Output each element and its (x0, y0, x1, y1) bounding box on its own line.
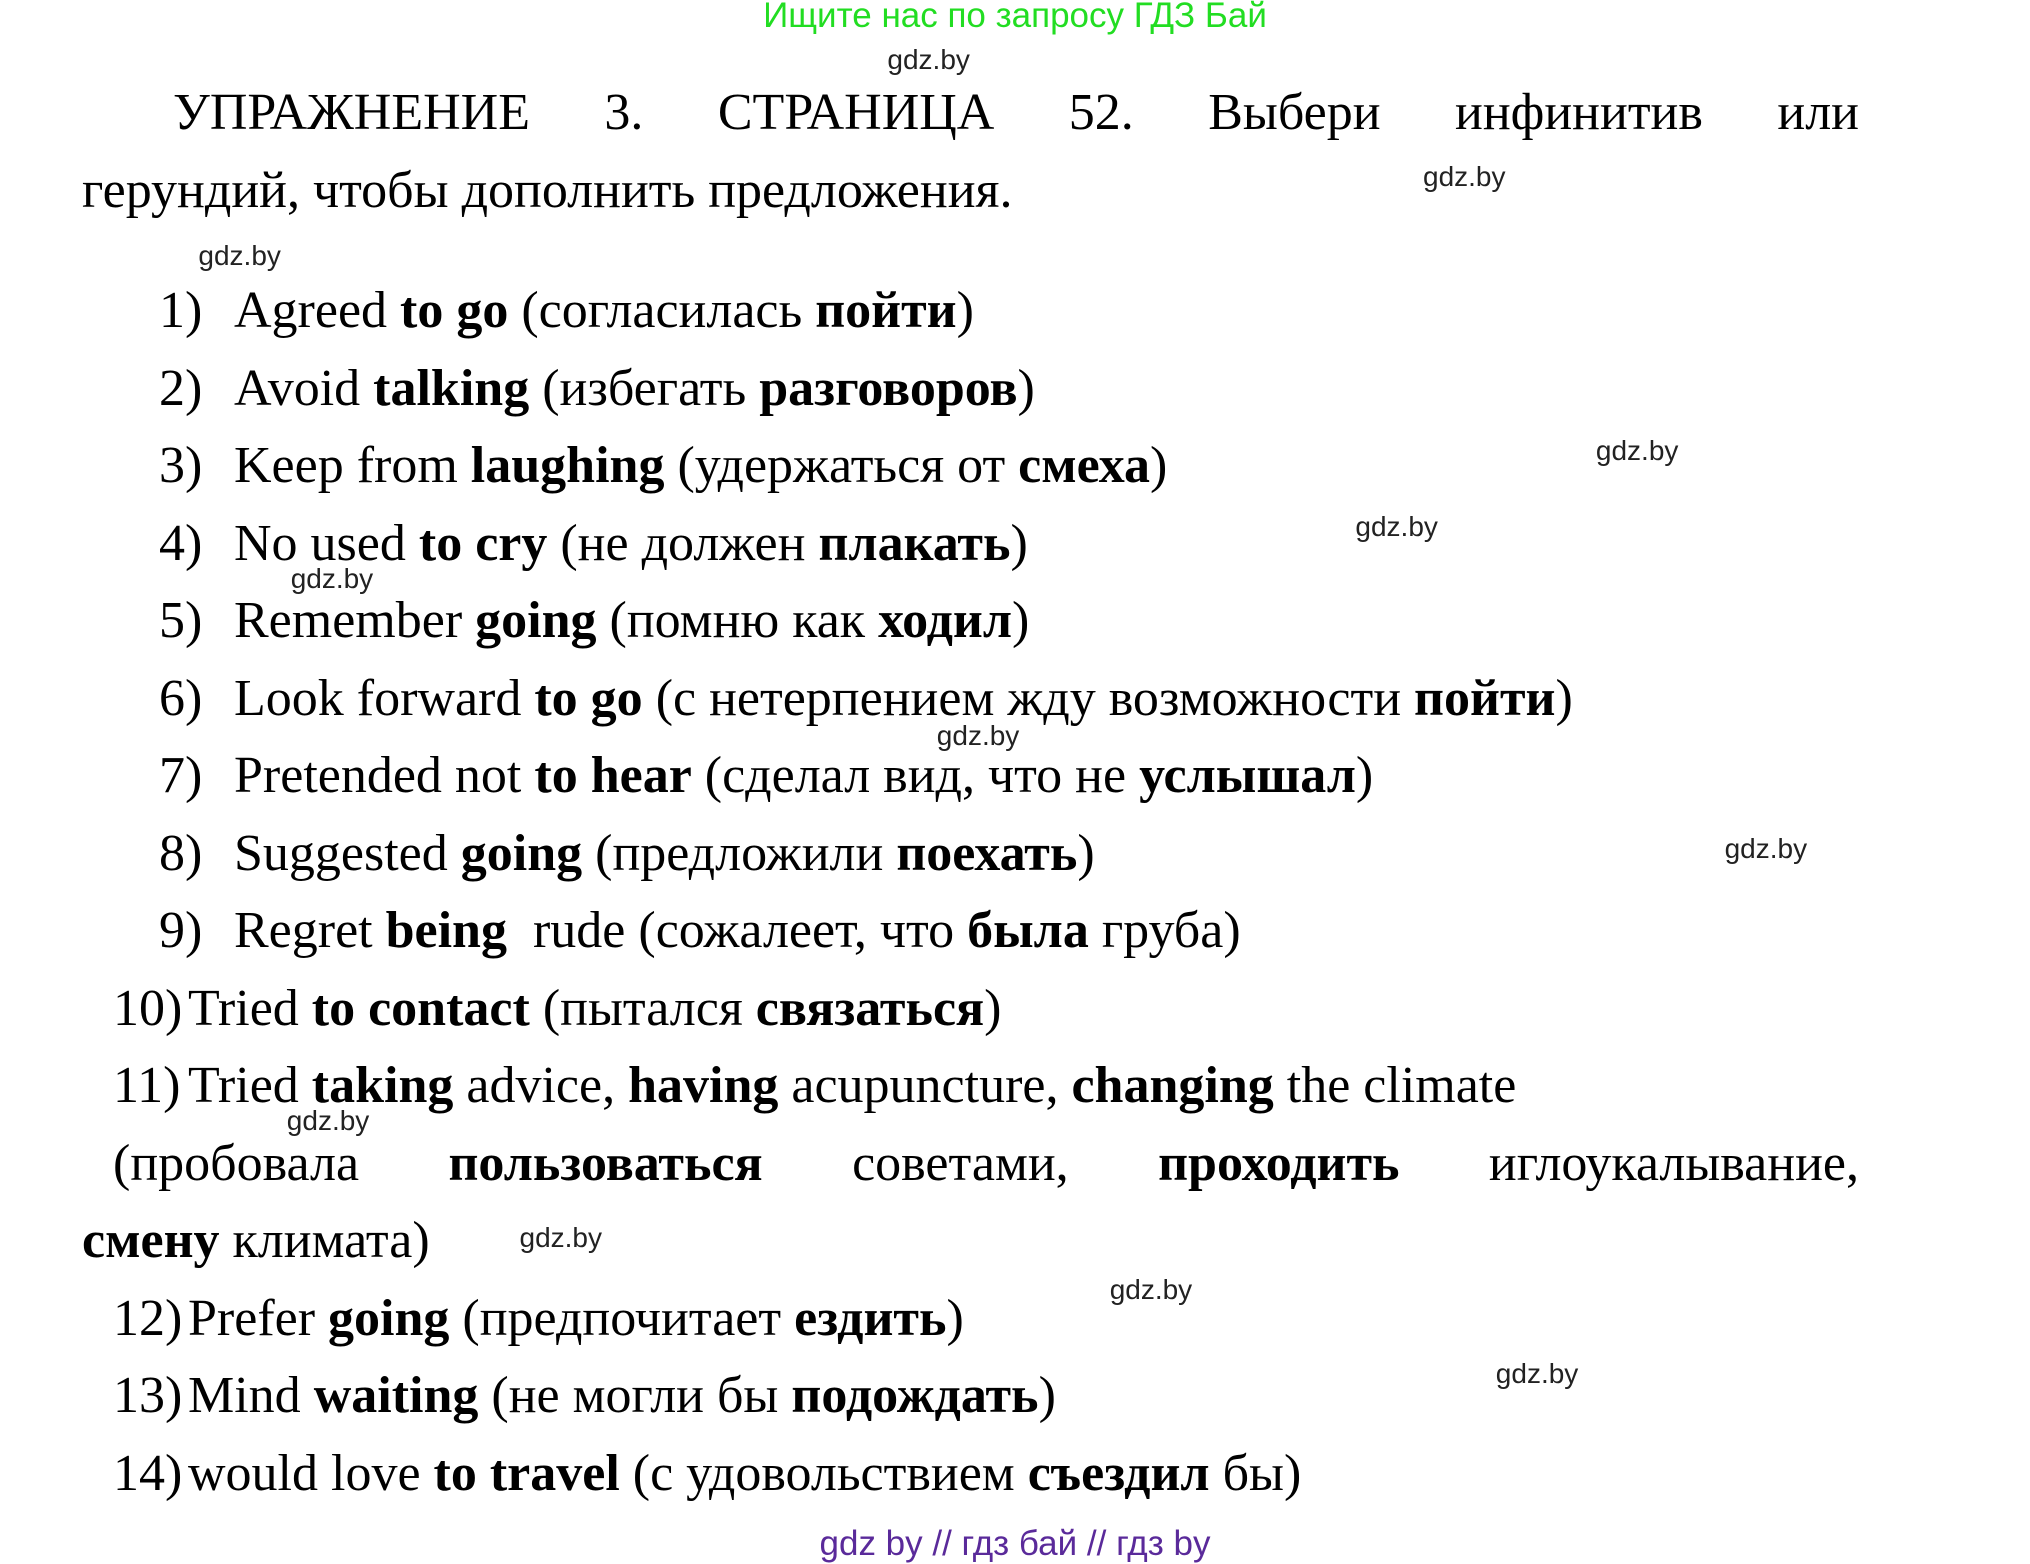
answer-bold: ходил (878, 592, 1013, 649)
answer-text: (с нетерпением жду возможности (642, 669, 1415, 727)
item-number: 1) (159, 282, 203, 339)
answer-bold: talking (373, 359, 530, 417)
list-item-continuation (82, 1211, 430, 1271)
answer-bold: having (628, 1057, 779, 1114)
answer-bold: услышал (1139, 747, 1356, 804)
list-item (234, 901, 1241, 961)
list-item (234, 746, 1373, 806)
answer-text: No used (234, 514, 419, 572)
answer-text: ) (1017, 359, 1035, 417)
answer-text: acupuncture, (778, 1057, 1072, 1114)
answer-text: Tried (188, 979, 312, 1037)
list-item (188, 979, 1002, 1039)
answer-text: (сделал вид, что не (691, 747, 1140, 804)
answer-bold: связаться (755, 979, 985, 1037)
item-number: 9) (159, 902, 203, 959)
footer-links: gdz by // гдз бай // гдз by (819, 1524, 1211, 1563)
answer-text: ) (1010, 514, 1028, 572)
answer-text: (удержаться от (664, 437, 1019, 494)
answer-text: Remember (234, 592, 476, 649)
answer-text: Look forward (234, 669, 535, 727)
answer-text: Regret (234, 902, 386, 959)
answer-bold: пользоваться (448, 1134, 763, 1192)
answer-text: (пытался (529, 979, 756, 1037)
item-number: 10) (113, 979, 183, 1037)
item-number: 2) (159, 359, 203, 417)
watermark-text: gdz.by (1595, 435, 1679, 467)
item-number: 3) (159, 437, 203, 494)
answer-bold: going (475, 592, 597, 649)
answer-bold: to travel (433, 1444, 620, 1502)
answer-bold: being (385, 902, 507, 959)
answer-bold: съездил (1027, 1444, 1210, 1502)
answer-text: климата) (219, 1212, 430, 1269)
list-item (234, 824, 1095, 884)
answer-text: ) (1355, 747, 1374, 804)
item-number: 4) (159, 514, 203, 572)
answer-text: (с удовольствием (619, 1444, 1028, 1502)
watermark-text: gdz.by (1423, 161, 1506, 193)
watermark-text: gdz.by (290, 562, 374, 594)
list-item (188, 1366, 1056, 1426)
list-item (188, 1444, 1301, 1504)
answer-text: ) (1077, 824, 1095, 882)
answer-bold: подождать (791, 1367, 1039, 1424)
answer-bold: была (967, 902, 1089, 959)
watermark-text: gdz.by (286, 1104, 370, 1136)
answer-bold: to cry (418, 514, 548, 572)
answer-bold: going (328, 1289, 450, 1347)
answer-bold: пойти (815, 282, 957, 339)
list-item-continuation (113, 1134, 1859, 1194)
answer-text: (не должен (547, 514, 819, 572)
answer-text: the climate (1273, 1057, 1517, 1114)
answer-bold: to go (400, 282, 509, 339)
header-ad: Ищите нас по запросу ГДЗ Бай (763, 0, 1267, 35)
answer-text: (не могли бы (478, 1367, 792, 1424)
answer-text: ) (984, 979, 1002, 1037)
watermark-text: gdz.by (1109, 1273, 1193, 1305)
answer-bold: ездить (794, 1289, 947, 1347)
answer-text: advice, (453, 1057, 629, 1114)
answer-text: Avoid (234, 359, 374, 417)
answer-text: Mind (188, 1367, 314, 1424)
answer-text: ) (956, 282, 974, 339)
list-item (234, 359, 1035, 419)
answer-text: ) (1012, 592, 1030, 649)
title-line-2: герундий, чтобы дополнить предложения. (82, 162, 1013, 219)
item-number: 6) (159, 669, 203, 727)
answer-bold: to go (534, 669, 643, 727)
answer-text: (помню как (596, 592, 879, 649)
answer-text: (избегать (529, 359, 760, 417)
answer-text: Keep from (234, 437, 471, 494)
answer-text: rude (сожалеет, что (506, 902, 968, 959)
answer-bold: смену (82, 1212, 220, 1269)
list-item (234, 281, 974, 341)
watermark-text: gdz.by (1495, 1358, 1579, 1390)
title-line-1: УПРАЖНЕНИЕ 3. СТРАНИЦА 52. Выбери инфинитив или (173, 84, 1859, 141)
answer-text: бы) (1209, 1444, 1302, 1502)
answer-text: Pretended not (234, 747, 535, 804)
answer-text: ) (1555, 669, 1573, 727)
watermark-text: gdz.by (198, 240, 281, 272)
answer-bold: taking (311, 1057, 454, 1114)
item-number: 11) (113, 1057, 181, 1114)
item-number: 12) (113, 1289, 183, 1347)
watermark-text: gdz.by (1724, 833, 1808, 865)
answer-bold: changing (1071, 1057, 1274, 1114)
answer-text: ) (1038, 1367, 1056, 1424)
list-item (234, 669, 1573, 729)
watermark-text: gdz.by (887, 44, 970, 76)
answer-text: (пробовала (113, 1134, 449, 1192)
list-item (234, 436, 1167, 496)
answer-bold: laughing (470, 437, 665, 494)
answer-text: Prefer (188, 1289, 329, 1347)
item-number: 14) (113, 1444, 183, 1502)
answer-text: иглоукалывание, (1399, 1134, 1859, 1192)
answer-text: Suggested (234, 824, 461, 882)
list-item (234, 591, 1029, 651)
answer-text: (предложили (582, 824, 897, 882)
watermark-text: gdz.by (1355, 510, 1438, 542)
answer-text: Agreed (234, 282, 401, 339)
watermark-text: gdz.by (936, 720, 1020, 752)
answer-text: ) (946, 1289, 964, 1347)
item-number: 13) (113, 1367, 183, 1424)
answer-bold: поехать (896, 824, 1078, 882)
answer-bold: смеха (1018, 437, 1151, 494)
answer-text: Tried (188, 1057, 312, 1114)
answer-text: (предпочитает (449, 1289, 795, 1347)
item-number: 7) (159, 747, 203, 804)
answer-bold: пойти (1414, 669, 1556, 727)
item-number: 5) (159, 592, 203, 649)
answer-bold: плакать (818, 514, 1011, 572)
answer-text: ) (1150, 437, 1168, 494)
answer-bold: разговоров (759, 359, 1018, 417)
list-item (188, 1056, 1516, 1116)
watermark-text: gdz.by (519, 1221, 602, 1253)
answer-bold: waiting (313, 1367, 479, 1424)
list-item (188, 1289, 964, 1349)
answer-bold: to hear (534, 747, 692, 804)
answer-text: would love (188, 1444, 434, 1502)
answer-bold: going (460, 824, 583, 882)
answer-bold: to contact (311, 979, 530, 1037)
answer-text: советами, (762, 1134, 1159, 1192)
item-number: 8) (159, 824, 203, 882)
answer-text: груба) (1088, 902, 1241, 959)
answer-text: (согласилась (508, 282, 816, 339)
answer-bold: проходить (1158, 1134, 1400, 1192)
